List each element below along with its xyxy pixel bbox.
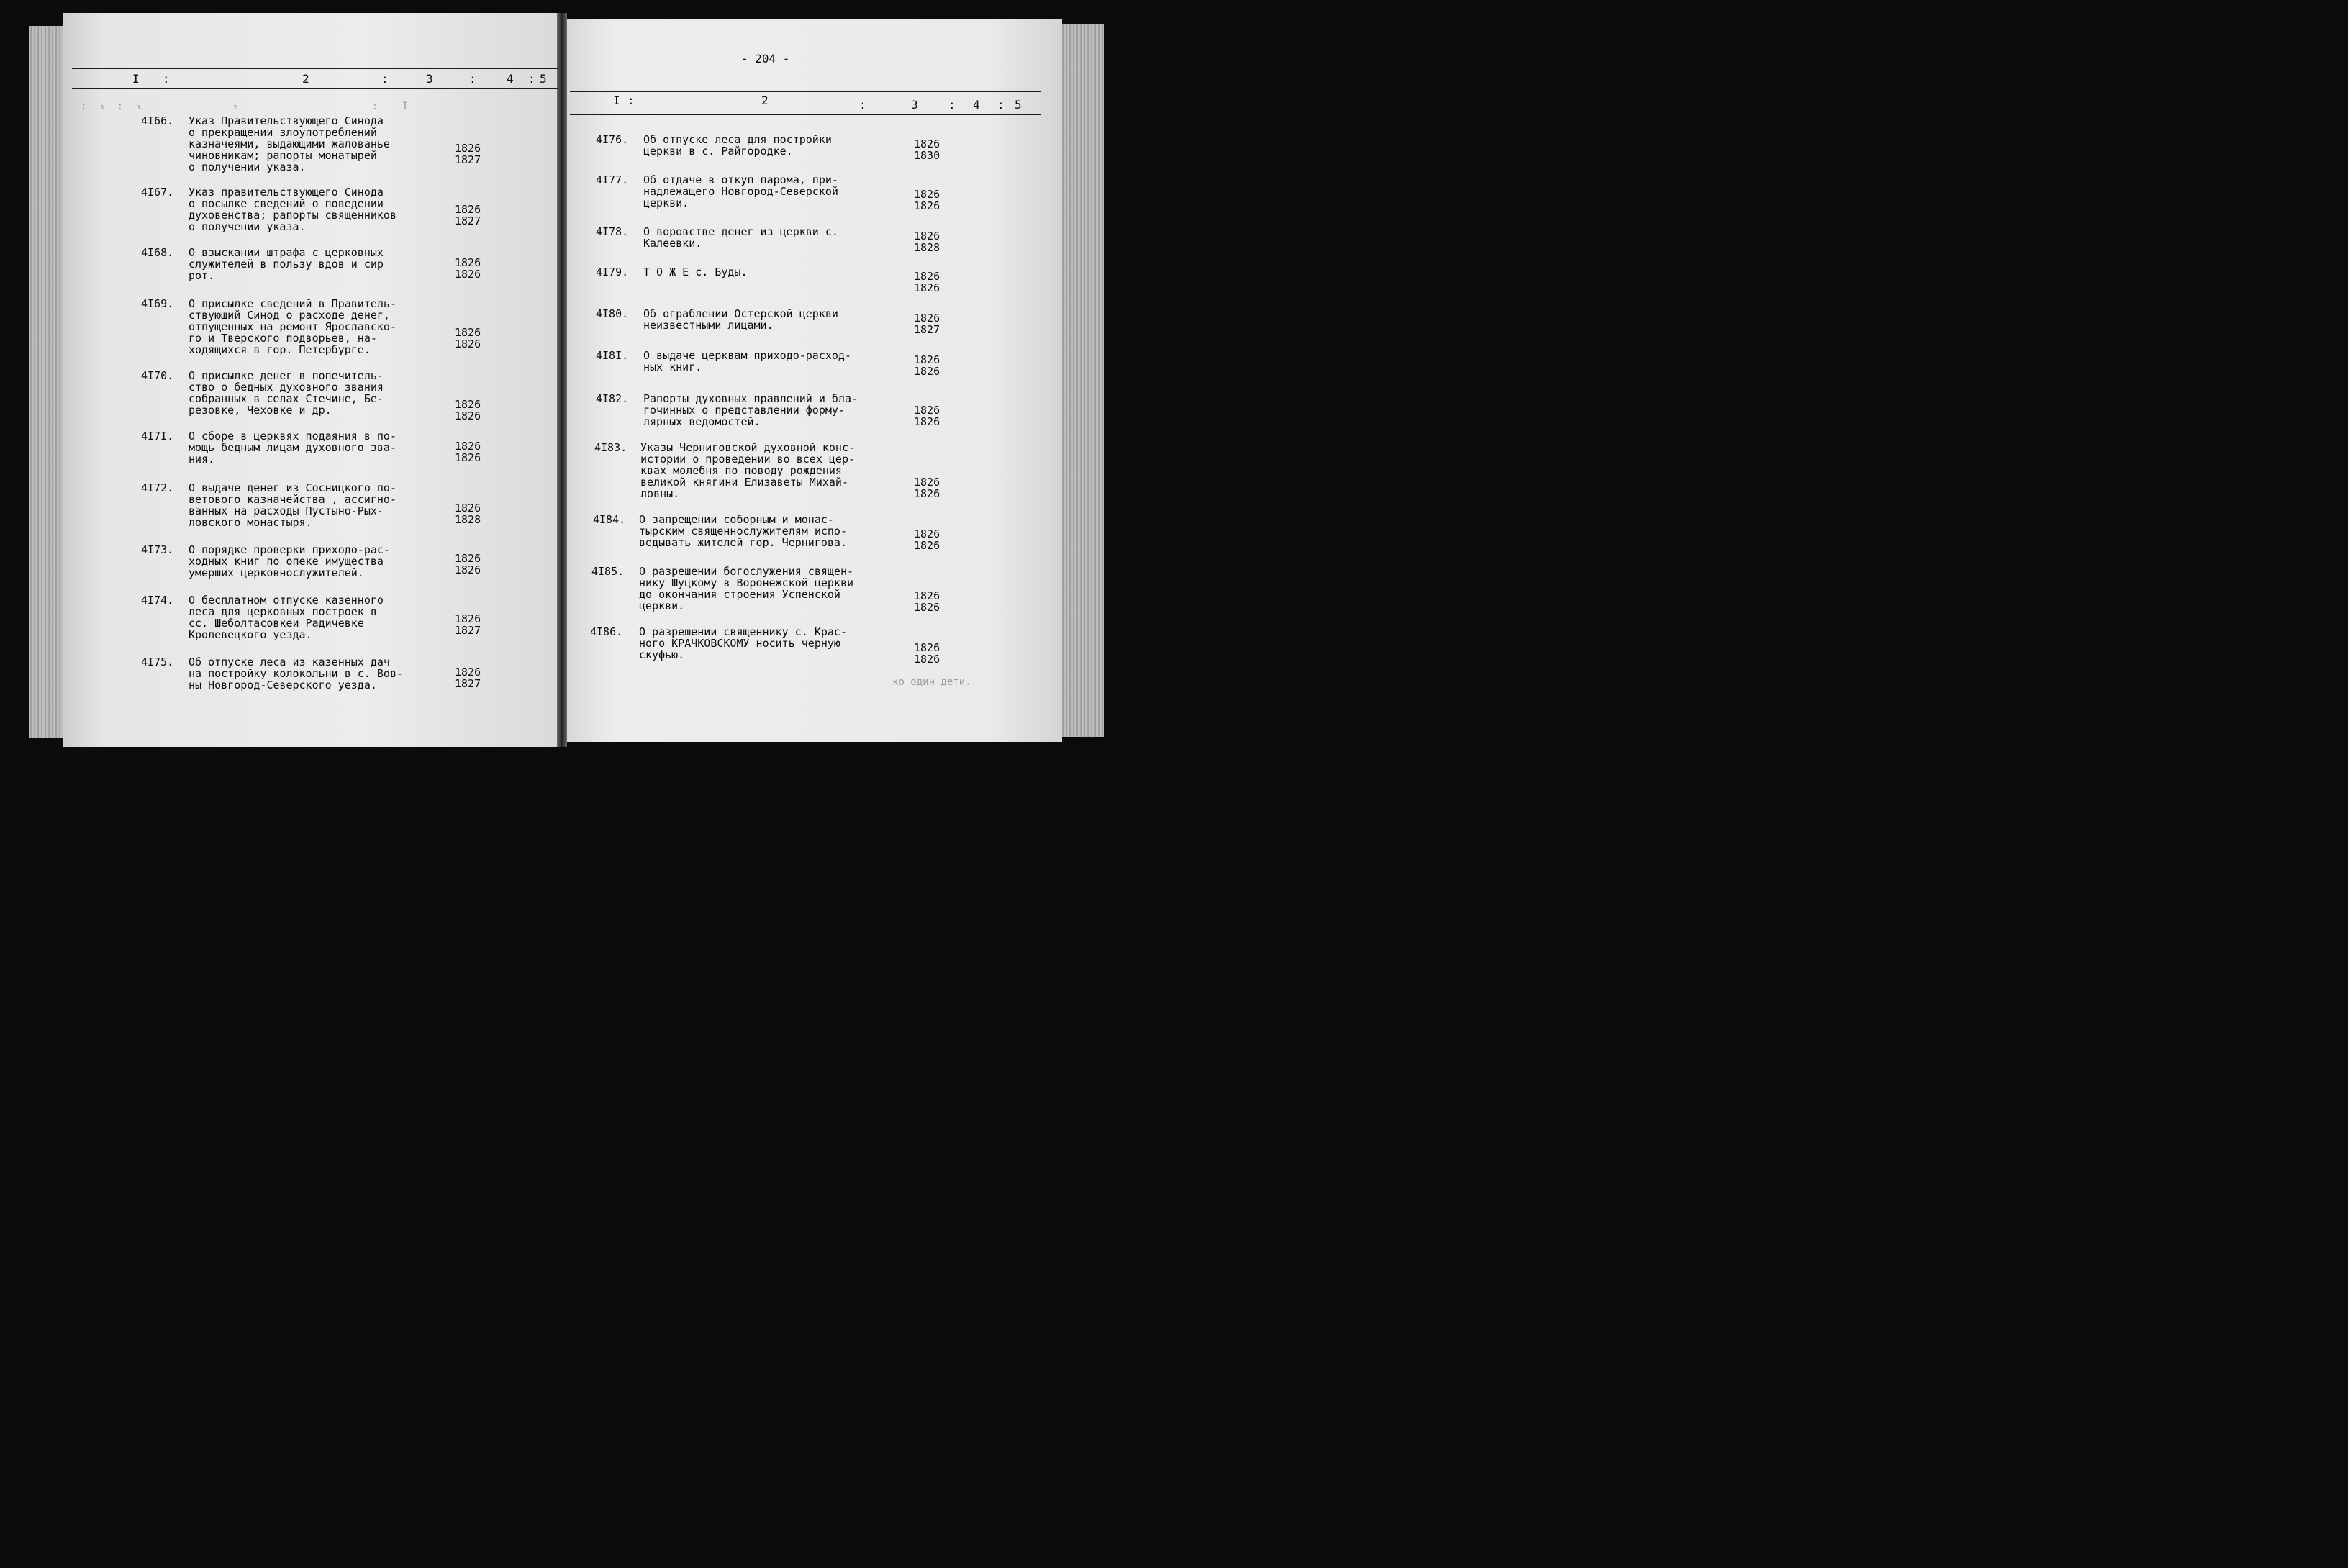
entry-number: 4I69. — [141, 297, 174, 310]
entry-years: 1826 1826 — [914, 589, 940, 614]
entry-years: 1826 1826 — [914, 527, 940, 552]
right-header-sep: : — [627, 94, 635, 107]
entry-description: О сборе в церквях подаяния в по- мощь бедным лицам духовного зва- ния. — [189, 430, 396, 466]
entry-description: О присылке сведений в Правитель- ствующий Синод о расходе денег, отпущенных на ремонт Ярославско- го и Тверского подворьев, на- ходящихся в гор. Петербурге. — [189, 297, 396, 356]
entry-number: 4I67. — [141, 186, 174, 199]
entry-description: О запрещении соборным и монас- тырским священнослужителям испо- ведывать жителей гор. Чернигова. — [639, 513, 847, 549]
entry-years: 1826 1826 — [914, 188, 940, 212]
entry-years: 1826 1827 — [455, 612, 481, 637]
right-header-sep: : — [948, 98, 956, 112]
entry-years: 1826 1826 — [914, 353, 940, 378]
entry-number: 4I8I. — [596, 349, 629, 362]
entry-description: О выдаче денег из Сосницкого по- ветового казначейства , ассигно- ванных на расходы Пустыно-Рых- ловского монастыря. — [189, 481, 396, 529]
entry-number: 4I74. — [141, 594, 174, 607]
left-header-col-1: I — [132, 72, 140, 86]
entry-description: Рапорты духовных правлений и бла- гочинных о представлении форму- лярных ведомостей. — [643, 392, 858, 428]
entry-years: 1826 1826 — [455, 256, 481, 281]
left-header-sep: : — [528, 72, 536, 86]
entry-number: 4I75. — [141, 656, 174, 669]
entry-description: О воровстве денег из церкви с. Калеевки. — [643, 225, 838, 250]
right-header-rule-bottom — [570, 114, 1041, 115]
right-header-col-5: 5 — [1015, 98, 1023, 112]
entry-number: 4I78. — [596, 225, 629, 238]
entry-description: Об ограблении Остерской церкви неизвестными лицами. — [643, 307, 838, 332]
right-page-edges — [1061, 24, 1104, 737]
right-header-col-2: 2 — [761, 94, 769, 107]
left-header-col-2: 2 — [302, 72, 310, 86]
entry-description: Т О Ж Е с. Буды. — [643, 266, 748, 278]
left-header-sep: : — [469, 72, 477, 86]
entry-number: 4I82. — [596, 392, 629, 405]
entry-years: 1826 1826 — [914, 476, 940, 500]
bleed-through-left: : ₃ : ₃ ₂ : I — [81, 101, 409, 112]
left-header-col-3: 3 — [426, 72, 434, 86]
left-header-rule-top — [72, 68, 558, 69]
entry-description: Об отдаче в откуп парома, при- надлежащего Новгород-Северской церкви. — [643, 173, 838, 209]
left-header-sep: : — [163, 72, 171, 86]
entry-years: 1826 1826 — [455, 552, 481, 576]
right-header-col-1: I — [613, 94, 621, 107]
entry-years: 1826 1826 — [455, 398, 481, 422]
entry-number: 4I7I. — [141, 430, 174, 443]
entry-description: Об отпуске леса для постройки церкви в с. Райгородке. — [643, 133, 832, 158]
entry-number: 4I86. — [590, 625, 623, 638]
left-page-edges — [29, 26, 65, 738]
entry-years: 1826 1826 — [914, 641, 940, 666]
entry-number: 4I68. — [141, 246, 174, 259]
entry-description: О порядке проверки приходо-рас- ходных книг по опеке имущества умерших церковнослужителей. — [189, 543, 390, 579]
entry-number: 4I76. — [596, 133, 629, 146]
entry-years: 1826 1827 — [455, 203, 481, 227]
right-header-sep: : — [859, 98, 867, 112]
left-header-rule-bottom — [72, 88, 558, 89]
book-spine — [557, 13, 567, 747]
right-header-col-3: 3 — [911, 98, 919, 112]
entry-number: 4I70. — [141, 369, 174, 382]
entry-description: О выдаче церквам приходо-расход- ных книг. — [643, 349, 851, 373]
left-header-col-4: 4 — [507, 72, 515, 86]
entry-years: 1826 1826 — [455, 440, 481, 464]
entry-number: 4I72. — [141, 481, 174, 494]
entry-number: 4I84. — [593, 513, 626, 526]
left-header-sep: : — [381, 72, 389, 86]
entry-description: Об отпуске леса из казенных дач на постройку колокольни в с. Вов- ны Новгород-Северского уезда. — [189, 656, 404, 692]
entry-number: 4I79. — [596, 266, 629, 278]
entry-description: О бесплатном отпуске казенного леса для церковных построек в сс. Шеболтасовкеи Радичевке Кролевецкого уезда. — [189, 594, 384, 641]
entry-years: 1826 1827 — [455, 142, 481, 166]
entry-description: Указы Черниговской духовной конс- истории о проведении во всех цер- квах молебня по поводу рождения великой княгини Елизаветы Михай- ловны. — [640, 441, 856, 500]
entry-description: Указ правительствующего Синода о посылке сведений о поведении духовенства; рапорты священников о получении указа. — [189, 186, 396, 233]
entry-years: 1826 1827 — [914, 312, 940, 336]
right-header-rule-top — [570, 91, 1041, 92]
entry-years: 1826 1828 — [914, 230, 940, 254]
entry-years: 1826 1826 — [914, 270, 940, 294]
right-header-sep: : — [997, 98, 1005, 112]
entry-years: 1826 1826 — [914, 404, 940, 428]
entry-years: 1826 1828 — [455, 502, 481, 526]
entry-years: 1826 1826 — [455, 326, 481, 350]
entry-years: 1826 1827 — [455, 666, 481, 690]
entry-years: 1826 1830 — [914, 137, 940, 162]
page-number: - 204 - — [741, 52, 790, 65]
entry-description: О взыскании штрафа с церковных служителей в пользу вдов и сир рот. — [189, 246, 384, 282]
entry-description: Указ Правительствующего Синода о прекращении злоупотреблений казначеями, выдающими жалованье чиновникам; рапорты монатырей о получении указа. — [189, 114, 390, 173]
left-header-col-5: 5 — [540, 72, 548, 86]
entry-number: 4I66. — [141, 114, 174, 127]
right-header-col-4: 4 — [973, 98, 981, 112]
entry-description: О разрешении священнику с. Крас- ного КРАЧКОВСКОМУ носить черную скуфью. — [639, 625, 847, 661]
entry-number: 4I77. — [596, 173, 629, 186]
entry-number: 4I80. — [596, 307, 629, 320]
entry-description: О разрешении богослужения священ- нику Шуцкому в Воронежской церкви до окончания строения Успенской церкви. — [639, 565, 854, 612]
bleed-through-right: ко один дети. — [892, 676, 971, 688]
entry-number: 4I73. — [141, 543, 174, 556]
entry-number: 4I83. — [594, 441, 627, 454]
entry-description: О присылке денег в попечитель- ство о бедных духовного звания собранных в селах Стечине, Бе- резовке, Чеховке и др. — [189, 369, 384, 417]
entry-number: 4I85. — [591, 565, 625, 578]
